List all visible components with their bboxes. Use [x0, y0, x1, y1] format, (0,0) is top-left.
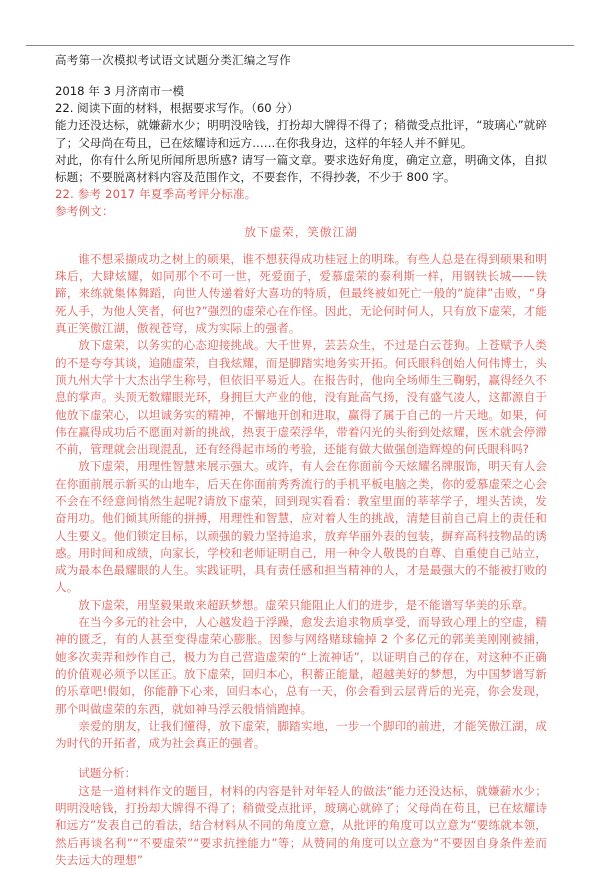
header-divider	[26, 45, 574, 46]
section-spacer	[55, 752, 547, 765]
question-number-line: 22. 阅读下面的材料，根据要求写作。（60 分）	[55, 101, 299, 116]
essay-paragraph: 放下虚荣，用理性智慧来展示强大。或许，有人会在你面前今天炫耀名牌服饰，明天有人会在你面前展示新买的山地车，后天在你面前秀秀流行的手机平板电脑之类，你的爱慕虚荣之心会不会在不经意间悄然生起呢?请放下虚荣，回到现实看看：教室里面的莘莘学子，埋头苦读，发奋用功。他们倾其所能的拼搏，用理性和智慧，应对着人生的挑战，清楚目前自己肩上的责任和人生要义。他们锁定目标，以顽强的毅力坚持追求，放弃华丽外表的包装，摒弃高科技物品的诱惑。用时间和成绩，向家长，学校和老师证明自己，用一种令人敬畏的自尊、自重使自己站立，成为最本色最耀眼的人生。实践证明，具有责任感和担当精神的人，才是最强大的不能被打败的人。	[55, 459, 547, 595]
scoring-standard-line: 22. 参考 2017 年夏季高考评分标准。	[55, 187, 257, 202]
essay-paragraph: 放下虚荣，以务实的心态迎接挑战。大千世界，芸芸众生，不过是白云苍狗。上苍赋予人类的不是夸夸其谈，追随虚荣，自我炫耀，而是脚踏实地务实开拓。何氏眼科创始人何伟博士，头顶九州大学十大杰出学生称号，但依旧平易近人。在报告时，他向全场师生三鞠躬，赢得经久不息的掌声。头顶无数耀眼光环，身拥巨大产业的他，没有趾高气扬，没有盛气凌人，这都源自于他放下虚荣心，以坦诚务实的精神，不懈地开创和进取，赢得了属于自己的一片天地。如果，何伟在赢得成功后不愿面对新的挑战，热衷于虚荣浮华，带着闪光的头衔到处炫耀，医术就会停滞不前，管理就会出现混乱，还有经得起市场的考验，还能有做大做强创造辉煌的何氏眼科吗?	[55, 338, 547, 457]
exam-source-line: 2018 年 3 月济南市一模	[55, 84, 185, 98]
analysis-label: 试题分析：	[78, 766, 137, 781]
essay-paragraph: 亲爱的朋友，让我们懂得，放下虚荣，脚踏实地，一步一个脚印的前进，才能笑傲江湖，成为时代的开拓者，成为社会真正的强者。	[55, 718, 547, 751]
essay-paragraph: 在当今多元的社会中，人心越发趋于浮躁，愈发去追求物质享受，而导致心理上的空虚，精神的匮乏，有的人甚至变得虚荣心膨胀。因参与网络赌球输掉 2 个多亿元的郭美美刚刚被捕，她多次卖弄和炒作自己，极力为自己营造虚荣的“上流神话”，以证明自己的存在，对这种不正确的价值观必须予以匡正。放下虚荣，回归本心，积蓄正能量，超越美好的梦想，为中国梦谱写新的乐章吧!假如，你能静下心来，回归本心，总有一天，你会看到云层背后的光亮，你会发现，那个叫做虚荣的东西，就如神马浮云般悄悄跑掉。	[55, 615, 547, 716]
analysis-paragraph: 这是一道材料作文的题目，材料的内容是针对年轻人的做法“能力还没达标，就嫌薪水少；明明没啥钱，打扮却大牌得不得了；稍微受点批评，玻璃心就碎了；父母尚在苟且，已在炫耀诗和远方”发表自己的看法，结合材料从不同的角度立意，从批评的角度可以立意为“要练就本领，然后再谈名利”“不要虚荣”“要求抗挫能力”等；从赞同的角度可以立意为“不要因自身条件差而失去远大的理想”	[55, 783, 547, 867]
sample-essay-label: 参考例文：	[55, 204, 114, 219]
essay-paragraph: 放下虚荣，用坚毅果敢来超跃梦想。虚荣只能阻止人们的进步，是不能谱写华美的乐章。	[78, 597, 535, 612]
sample-essay-title: 放下虚荣，笑傲江湖	[244, 224, 358, 239]
page-title: 高考第一次模拟考试语文试题分类汇编之写作	[55, 53, 291, 67]
requirement-paragraph: 对此，你有什么所见所闻所思所感? 请写一篇文章。要求选好角度，确定立意，明确文体，自拟标题；不要脱离材料内容及范围作文，不要套作，不得抄袭，不少于 800 字。	[55, 152, 547, 185]
material-paragraph: 能力还没达标，就嫌薪水少；明明没啥钱，打扮却大牌得不得了；稍微受点批评，“玻璃心”就碎了；父母尚在苟且，已在炫耀诗和远方……在你我身边，这样的年轻人并不鲜见。	[55, 118, 547, 150]
document-body	[55, 52, 547, 869]
essay-paragraph: 谁不想采撷成功之树上的硕果，谁不想获得成功桂冠上的明珠。有些人总是在得到硕果和明珠后，大肆炫耀，如同那个不可一世，死爱面子，爱慕虚荣的泰利斯一样，用钢铁长城——铁蹄，来练就集体舞蹈，向世人传递着好大喜功的特质，但最终被如死亡一般的“旋律”击败，“身死人手，为他人笑者，何也?”强烈的虚荣心在作怪。因此，无论何时何人，只有放下虚荣，才能真正笑傲江湖，傲视苍穹，成为实际上的强者。	[55, 251, 547, 336]
